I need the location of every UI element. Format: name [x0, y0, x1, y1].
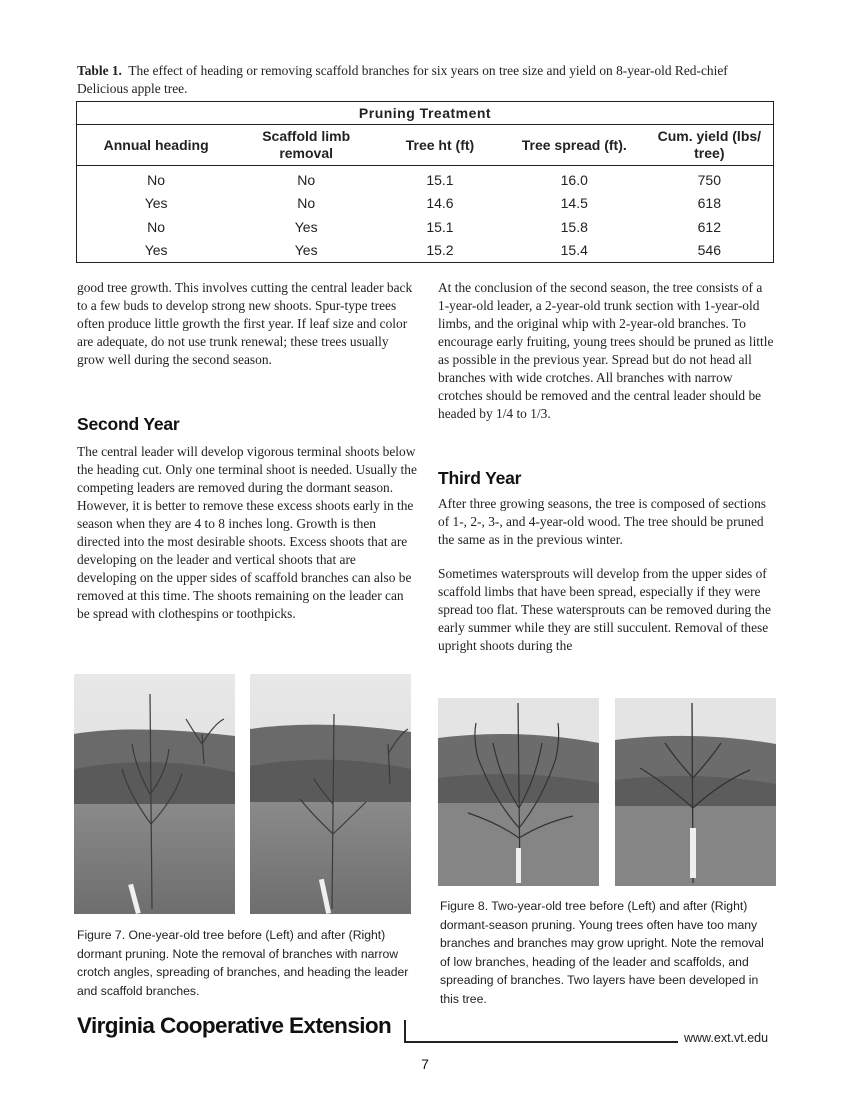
- footer-url[interactable]: www.ext.vt.edu: [684, 1031, 769, 1045]
- right-column-third: [438, 565, 775, 655]
- figure7-caption: Figure 7. One-year-old tree before (Left) and after (Right) dormant pruning. Note the removal of branches with narrow crotch angles, spreading of branches, and heading the leader and scaffold branches.: [77, 928, 409, 998]
- table-cell: Yes: [144, 195, 168, 212]
- figure7-after-photo: [250, 674, 411, 914]
- table-cell: Yes: [294, 242, 318, 259]
- left-column: [77, 279, 417, 369]
- body-paragraph: good tree growth. This involves cutting the central leader back to a few buds to develop strong new shoots. Spur-type trees often produce little growth the first year. If leaf size and color are adequate, do not use trunk renewal; these trees usually grow well during the second season.: [77, 280, 413, 367]
- table-cell: No: [147, 171, 166, 188]
- table-cell: 14.6: [426, 195, 454, 212]
- body-paragraph: Sometimes watersprouts will develop from the upper sides of scaffold limbs that have been spread, especially if they were spread too flat. These watersprouts can be removed during the early summer while they are still succulent. Removal of these upright shoots during the: [438, 566, 771, 653]
- table-row: [77, 215, 774, 239]
- table-cell: 15.1: [426, 218, 454, 235]
- table-cell: 15.4: [560, 242, 588, 259]
- table-row: [77, 239, 774, 263]
- table-group-header: Pruning Treatment: [77, 102, 774, 125]
- pruning-table: [76, 101, 774, 263]
- section-heading-second-year: Second Year: [77, 414, 180, 434]
- table-cell: No: [297, 195, 316, 212]
- column-header: Scaffold limb removal: [235, 125, 377, 166]
- table-cell: No: [147, 218, 166, 235]
- table-cell: No: [297, 171, 316, 188]
- table-cell: 750: [697, 171, 721, 188]
- table-cell: 612: [697, 218, 721, 235]
- table-caption-text: The effect of heading or removing scaffold branches for six years on tree size and yield on 8-year-old Red-chief Delicious apple tree.: [77, 63, 728, 96]
- body-paragraph: After three growing seasons, the tree is composed of sections of 1-, 2-, 3-, and 4-year-old wood. The tree should be pruned the same as in the previous winter.: [438, 496, 766, 547]
- table-cell: 15.1: [426, 171, 454, 188]
- column-header: Tree ht (ft): [377, 125, 503, 166]
- table-row: [77, 166, 774, 192]
- footer-rule: [404, 1041, 678, 1043]
- right-column-second: [438, 495, 775, 549]
- figure8-before-photo: [438, 698, 599, 886]
- column-header: Annual heading: [77, 125, 236, 166]
- footer-brand: Virginia Cooperative Extension: [77, 1013, 392, 1038]
- column-header: Tree spread (ft).: [503, 125, 646, 166]
- table-label: Table 1.: [77, 63, 122, 78]
- table-cell: 16.0: [560, 171, 588, 188]
- table-cell: 14.5: [560, 195, 588, 212]
- right-column: [438, 279, 775, 423]
- table-cell: 15.2: [426, 242, 454, 259]
- figure7-before-photo: [74, 674, 235, 914]
- left-column-second: [77, 443, 417, 623]
- table-cell: 15.8: [560, 218, 588, 235]
- table-caption: [77, 62, 777, 97]
- table-cell: 618: [697, 195, 721, 212]
- footer-divider: [404, 1020, 406, 1042]
- table-cell: 546: [697, 242, 721, 259]
- body-paragraph: The central leader will develop vigorous terminal shoots below the heading cut. Only one terminal shoot is needed. Usually the competing leaders are removed during the dormant season. However, it is better to remove these excess shoots early in the season when they are 4 to 8 inches long. Growth is then directed into the most desirable shoots. Excess shoots that are developing on the leader and vertical shoots that are developing on the upper sides of scaffold branches can also be removed at this time. The shoots remaining on the leader can be spread with clothespins or toothpicks.: [77, 444, 417, 621]
- body-paragraph: At the conclusion of the second season, the tree consists of a 1-year-old leader, a 2-year-old trunk section with 1-year-old limbs, and the original whip with 2-year-old branches. To encourage early fruiting, young trees should be pruned as little as possible in the previous year. Spread but do not head all branches with wide crotches. All branches with narrow crotches should be removed and the central leader should be headed by 1/4 to 1/3.: [438, 280, 774, 421]
- table-cell: Yes: [144, 242, 168, 259]
- figure8-caption: Figure 8. Two-year-old tree before (Left) and after (Right) dormant-season pruning. Young trees often have too many branches and branches may grow upright. Note the removal of low branches, heading of the leader and scaffolds, and spreading of branches. Two layers have been developed in this tree.: [440, 899, 764, 1006]
- column-header: Cum. yield (lbs/ tree): [646, 125, 774, 166]
- section-heading-third-year: Third Year: [438, 468, 522, 488]
- table-row: [77, 192, 774, 216]
- table-cell: Yes: [294, 218, 318, 235]
- page-number: 7: [421, 1056, 429, 1072]
- figure8-after-photo: [615, 698, 776, 886]
